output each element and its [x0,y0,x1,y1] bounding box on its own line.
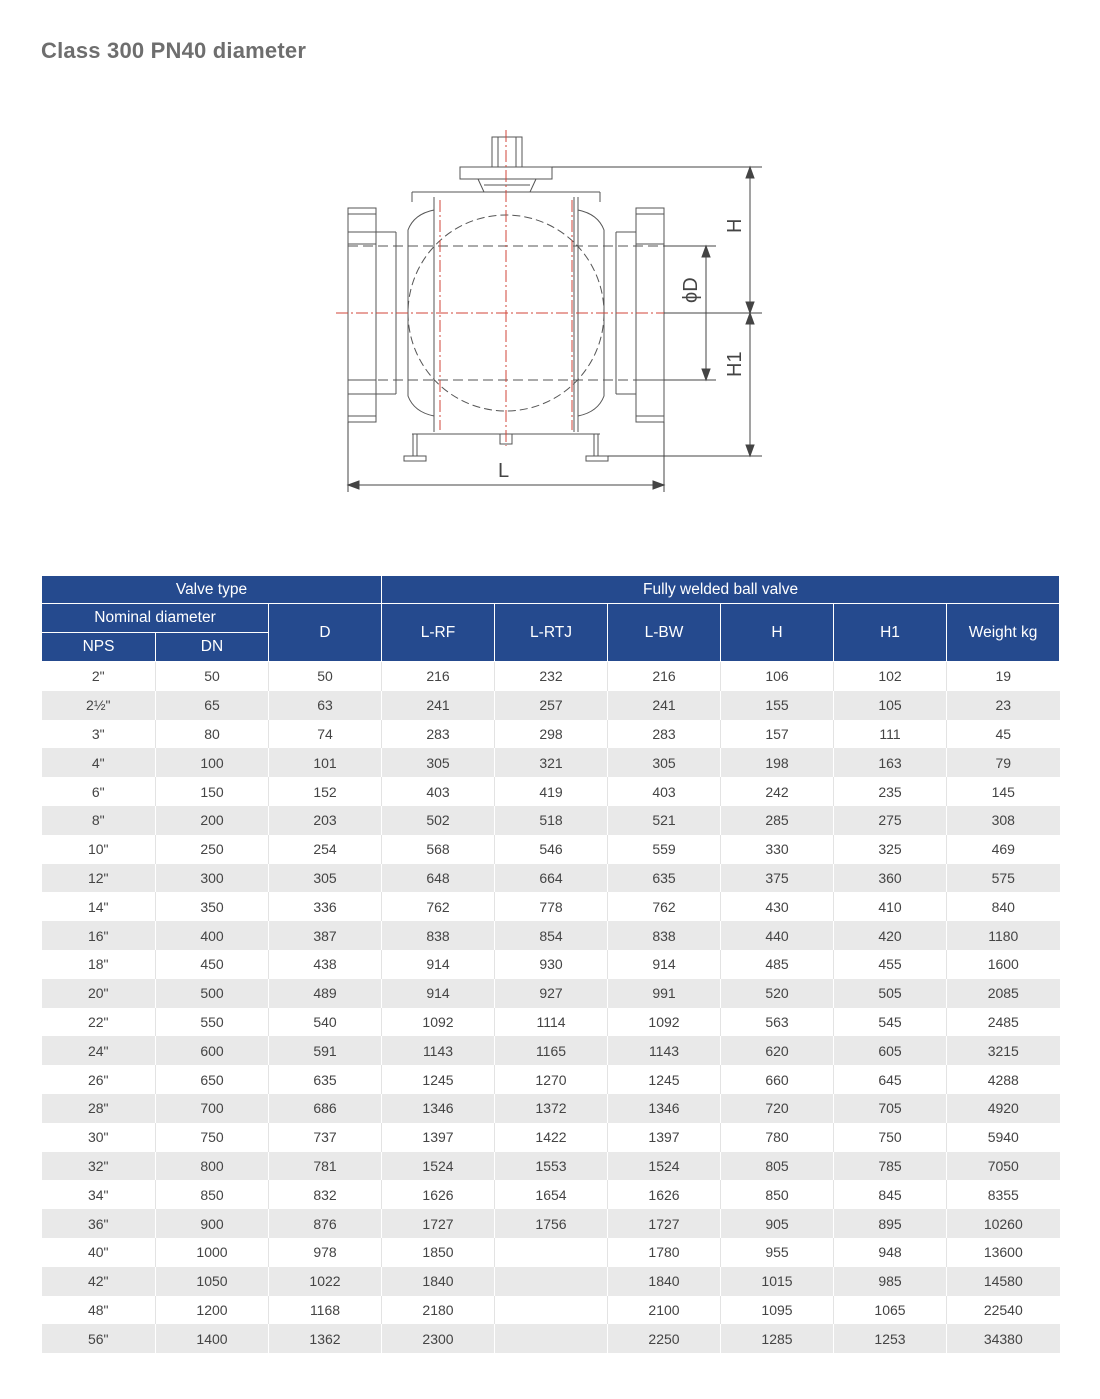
cell-l-rf: 914 [382,950,495,979]
cell-h1: 410 [834,892,947,921]
cell-weight: 34380 [947,1324,1060,1353]
cell-l-rf: 1346 [382,1094,495,1123]
cell-l-bw: 216 [608,662,721,691]
header-nps: NPS [42,633,156,662]
header-nominal-diameter: Nominal diameter [42,604,269,633]
cell-nps: 6" [42,777,156,806]
cell-dn: 1050 [156,1267,269,1296]
cell-l-rf: 838 [382,921,495,950]
cell-h1: 105 [834,691,947,720]
cell-h: 620 [721,1036,834,1065]
cell-l-rf: 305 [382,748,495,777]
table-row [42,748,1060,777]
cell-l-rf: 1850 [382,1238,495,1267]
cell-weight: 3215 [947,1036,1060,1065]
cell-dn: 300 [156,864,269,893]
right-flange [636,208,664,422]
cell-l-rtj: 778 [495,892,608,921]
cell-nps: 36" [42,1209,156,1238]
cell-h1: 455 [834,950,947,979]
cell-dn: 80 [156,720,269,749]
cell-nps: 40" [42,1238,156,1267]
cell-l-rf: 283 [382,720,495,749]
cell-h1: 275 [834,806,947,835]
cell-d: 101 [269,748,382,777]
header-fully-welded: Fully welded ball valve [382,576,1060,604]
spec-table-body [42,662,1060,1354]
cell-weight: 13600 [947,1238,1060,1267]
cell-h: 720 [721,1094,834,1123]
cell-nps: 30" [42,1123,156,1152]
cell-l-rtj: 232 [495,662,608,691]
cell-d: 737 [269,1123,382,1152]
cell-l-bw: 838 [608,921,721,950]
cell-weight: 145 [947,777,1060,806]
cell-l-rtj: 930 [495,950,608,979]
table-row [42,1152,1060,1181]
cell-l-rtj: 298 [495,720,608,749]
cell-l-bw: 283 [608,720,721,749]
cell-nps: 24" [42,1036,156,1065]
cell-l-rtj [495,1267,608,1296]
cell-h1: 545 [834,1008,947,1037]
cell-h: 430 [721,892,834,921]
cell-h1: 1065 [834,1296,947,1325]
cell-weight: 469 [947,835,1060,864]
cell-dn: 250 [156,835,269,864]
cell-l-rf: 1397 [382,1123,495,1152]
cell-l-bw: 1346 [608,1094,721,1123]
cell-l-rf: 914 [382,979,495,1008]
cell-weight: 5940 [947,1123,1060,1152]
cell-l-bw: 559 [608,835,721,864]
cell-weight: 308 [947,806,1060,835]
cell-l-bw: 1143 [608,1036,721,1065]
cell-l-rf: 1727 [382,1209,495,1238]
cell-l-rtj: 927 [495,979,608,1008]
cell-dn: 550 [156,1008,269,1037]
cell-dn: 50 [156,662,269,691]
cell-l-bw: 991 [608,979,721,1008]
table-row [42,1238,1060,1267]
cell-d: 1362 [269,1324,382,1353]
cell-d: 876 [269,1209,382,1238]
cell-dn: 750 [156,1123,269,1152]
cell-h: 520 [721,979,834,1008]
cell-h1: 1253 [834,1324,947,1353]
cell-l-rtj: 546 [495,835,608,864]
table-row [42,691,1060,720]
cell-l-rf: 648 [382,864,495,893]
table-row [42,1180,1060,1209]
cell-l-bw: 1397 [608,1123,721,1152]
cell-l-rtj [495,1324,608,1353]
cell-h: 1285 [721,1324,834,1353]
cell-h: 563 [721,1008,834,1037]
cell-h: 242 [721,777,834,806]
cell-weight: 1600 [947,950,1060,979]
cell-h: 780 [721,1123,834,1152]
cell-d: 387 [269,921,382,950]
header-d: D [269,604,382,662]
table-row [42,921,1060,950]
cell-d: 635 [269,1065,382,1094]
cell-h1: 163 [834,748,947,777]
cell-weight: 19 [947,662,1060,691]
header-h: H [721,604,834,662]
label-d: ϕD [680,277,702,303]
cell-l-rtj: 257 [495,691,608,720]
label-h: H [724,218,746,233]
cell-d: 254 [269,835,382,864]
table-row [42,950,1060,979]
cell-l-bw: 1727 [608,1209,721,1238]
cell-h1: 505 [834,979,947,1008]
header-h1: H1 [834,604,947,662]
cell-l-rtj: 1114 [495,1008,608,1037]
cell-nps: 2½" [42,691,156,720]
cell-nps: 34" [42,1180,156,1209]
cell-h: 660 [721,1065,834,1094]
cell-l-rf: 216 [382,662,495,691]
cell-l-rtj: 1422 [495,1123,608,1152]
table-row [42,1008,1060,1037]
cell-l-bw: 635 [608,864,721,893]
table-row [42,662,1060,691]
cell-l-rf: 2300 [382,1324,495,1353]
cell-d: 305 [269,864,382,893]
cell-l-rtj: 518 [495,806,608,835]
cell-l-rtj: 321 [495,748,608,777]
cell-nps: 4" [42,748,156,777]
cell-dn: 800 [156,1152,269,1181]
table-row [42,892,1060,921]
cell-d: 832 [269,1180,382,1209]
cell-nps: 20" [42,979,156,1008]
cell-dn: 1000 [156,1238,269,1267]
cell-weight: 14580 [947,1267,1060,1296]
cell-d: 1022 [269,1267,382,1296]
cell-h1: 325 [834,835,947,864]
cell-l-rtj: 1756 [495,1209,608,1238]
cell-l-bw: 914 [608,950,721,979]
cell-nps: 26" [42,1065,156,1094]
cell-l-rf: 1245 [382,1065,495,1094]
cell-l-rf: 1143 [382,1036,495,1065]
label-l: L [498,460,510,482]
cell-l-bw: 1245 [608,1065,721,1094]
table-row [42,1094,1060,1123]
cell-h1: 605 [834,1036,947,1065]
cell-d: 1168 [269,1296,382,1325]
cell-h: 805 [721,1152,834,1181]
cell-weight: 840 [947,892,1060,921]
cell-nps: 32" [42,1152,156,1181]
cell-nps: 28" [42,1094,156,1123]
cell-h1: 111 [834,720,947,749]
table-row [42,1209,1060,1238]
header-weight: Weight kg [947,604,1060,662]
cell-dn: 500 [156,979,269,1008]
cell-weight: 4288 [947,1065,1060,1094]
cell-d: 781 [269,1152,382,1181]
cell-h: 955 [721,1238,834,1267]
cell-h1: 705 [834,1094,947,1123]
cell-d: 978 [269,1238,382,1267]
cell-weight: 22540 [947,1296,1060,1325]
cell-l-bw: 1092 [608,1008,721,1037]
cell-h1: 948 [834,1238,947,1267]
cell-dn: 850 [156,1180,269,1209]
cell-l-bw: 762 [608,892,721,921]
cell-dn: 450 [156,950,269,979]
cell-d: 74 [269,720,382,749]
cell-l-bw: 1780 [608,1238,721,1267]
cell-l-bw: 1840 [608,1267,721,1296]
left-flange [348,208,376,422]
cell-nps: 16" [42,921,156,950]
cell-l-bw: 403 [608,777,721,806]
table-row [42,864,1060,893]
cell-l-rtj: 1372 [495,1094,608,1123]
cell-h: 285 [721,806,834,835]
cell-nps: 14" [42,892,156,921]
cell-weight: 575 [947,864,1060,893]
cell-dn: 650 [156,1065,269,1094]
cell-l-rtj: 1270 [495,1065,608,1094]
cell-weight: 45 [947,720,1060,749]
cell-h: 485 [721,950,834,979]
cell-h1: 360 [834,864,947,893]
cell-l-rf: 762 [382,892,495,921]
cell-l-bw: 1626 [608,1180,721,1209]
cell-l-rtj: 1553 [495,1152,608,1181]
cell-h: 905 [721,1209,834,1238]
cell-l-rf: 403 [382,777,495,806]
cell-dn: 150 [156,777,269,806]
cell-l-rtj: 664 [495,864,608,893]
cell-h: 440 [721,921,834,950]
cell-h: 155 [721,691,834,720]
header-l-rf: L-RF [382,604,495,662]
cell-nps: 22" [42,1008,156,1037]
table-row [42,1267,1060,1296]
cell-h: 198 [721,748,834,777]
header-dn: DN [156,633,269,662]
cell-l-rf: 502 [382,806,495,835]
cell-weight: 2085 [947,979,1060,1008]
cell-d: 438 [269,950,382,979]
cell-d: 152 [269,777,382,806]
cell-weight: 8355 [947,1180,1060,1209]
table-row [42,835,1060,864]
spec-table [41,575,1060,1353]
cell-h1: 895 [834,1209,947,1238]
table-row [42,979,1060,1008]
cell-d: 540 [269,1008,382,1037]
cell-weight: 79 [947,748,1060,777]
cell-d: 591 [269,1036,382,1065]
cell-h1: 845 [834,1180,947,1209]
cell-h1: 420 [834,921,947,950]
cell-d: 686 [269,1094,382,1123]
cell-dn: 1400 [156,1324,269,1353]
cell-l-rf: 1840 [382,1267,495,1296]
cell-h1: 750 [834,1123,947,1152]
table-row [42,1324,1060,1353]
table-row [42,1123,1060,1152]
cell-l-rf: 2180 [382,1296,495,1325]
cell-weight: 4920 [947,1094,1060,1123]
cell-weight: 7050 [947,1152,1060,1181]
cell-nps: 8" [42,806,156,835]
header-l-rtj: L-RTJ [495,604,608,662]
cell-d: 50 [269,662,382,691]
cell-nps: 48" [42,1296,156,1325]
cell-dn: 600 [156,1036,269,1065]
cell-nps: 12" [42,864,156,893]
cell-l-rtj: 419 [495,777,608,806]
cell-h: 106 [721,662,834,691]
cell-nps: 10" [42,835,156,864]
cell-dn: 1200 [156,1296,269,1325]
table-row [42,720,1060,749]
cell-l-rf: 1524 [382,1152,495,1181]
cell-dn: 900 [156,1209,269,1238]
cell-l-rf: 1626 [382,1180,495,1209]
table-row [42,777,1060,806]
cell-l-rtj: 1165 [495,1036,608,1065]
cell-dn: 100 [156,748,269,777]
table-row [42,806,1060,835]
table-row [42,1036,1060,1065]
cell-l-rtj [495,1296,608,1325]
cell-d: 336 [269,892,382,921]
cell-d: 203 [269,806,382,835]
cell-l-rf: 568 [382,835,495,864]
cell-h: 1095 [721,1296,834,1325]
cell-l-bw: 305 [608,748,721,777]
cell-dn: 65 [156,691,269,720]
cell-h1: 985 [834,1267,947,1296]
cell-nps: 2" [42,662,156,691]
cell-dn: 350 [156,892,269,921]
cell-h1: 102 [834,662,947,691]
cell-l-bw: 1524 [608,1152,721,1181]
cell-nps: 3" [42,720,156,749]
label-h1: H1 [724,351,746,377]
ball-valve-drawing [320,120,780,520]
cell-l-bw: 521 [608,806,721,835]
cell-nps: 42" [42,1267,156,1296]
table-row [42,1296,1060,1325]
cell-weight: 1180 [947,921,1060,950]
table-row [42,1065,1060,1094]
cell-h1: 785 [834,1152,947,1181]
cell-l-rtj [495,1238,608,1267]
cell-l-rf: 241 [382,691,495,720]
cell-dn: 400 [156,921,269,950]
header-valve-type: Valve type [42,576,382,604]
cell-nps: 18" [42,950,156,979]
cell-nps: 56" [42,1324,156,1353]
cell-l-bw: 241 [608,691,721,720]
cell-dn: 700 [156,1094,269,1123]
cell-l-rf: 1092 [382,1008,495,1037]
cell-h1: 645 [834,1065,947,1094]
cell-h: 157 [721,720,834,749]
cell-d: 63 [269,691,382,720]
cell-dn: 200 [156,806,269,835]
header-l-bw: L-BW [608,604,721,662]
cell-h: 1015 [721,1267,834,1296]
cell-weight: 2485 [947,1008,1060,1037]
cell-h: 850 [721,1180,834,1209]
cell-d: 489 [269,979,382,1008]
cell-h: 375 [721,864,834,893]
cell-h1: 235 [834,777,947,806]
cell-l-rtj: 1654 [495,1180,608,1209]
page-title: Class 300 PN40 diameter [41,38,307,63]
cell-weight: 23 [947,691,1060,720]
cell-l-bw: 2100 [608,1296,721,1325]
cell-h: 330 [721,835,834,864]
cell-l-rtj: 854 [495,921,608,950]
cell-l-bw: 2250 [608,1324,721,1353]
stem [492,137,522,167]
cell-weight: 10260 [947,1209,1060,1238]
